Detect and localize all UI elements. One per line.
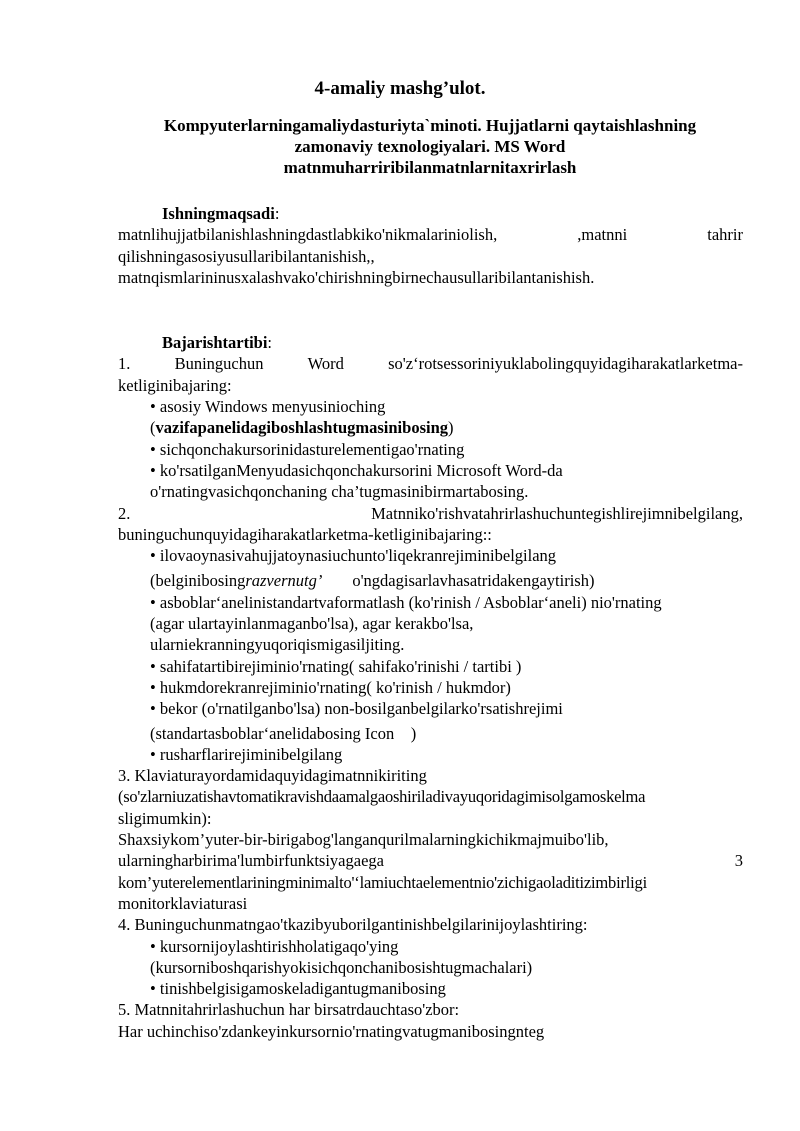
step-3-line: (so'zlarniuzatishavtomatikravishdaamalgaoshiriladivayuqoridagimisolgamoskelma: [118, 787, 646, 807]
bullet-item: • sichqonchakursorinidasturelementigao'rnating: [150, 439, 465, 459]
bullet-item-continuation: [118, 417, 743, 438]
purpose-line: matnqismlarininusxalashvako'chirishningbirnechausullaribilantanishish.: [118, 267, 595, 287]
step-3-line: monitorklaviaturasi: [118, 893, 248, 913]
step-text: so'z‘rotsessoriniyuklabolingquyidagiharakatlarketma-: [388, 354, 743, 374]
step-5-line: 5. Matnnitahrirlashuchun har birsatrdauchtaso'zbor:: [118, 1000, 460, 1020]
bullet-bold-text: vazifapanelidagiboshlashtugmasinibosing: [155, 418, 449, 438]
step-3-line: [118, 850, 743, 871]
bullet-text: o'ngdagisarlavhasatridakengaytirish): [352, 571, 595, 591]
bullet-item-continuation: [118, 570, 743, 591]
procedure-heading-label: Bajarishtartibi: [162, 333, 268, 353]
step-4-line: 4. Buninguchunmatngao'tkazibyuborilgantinishbelgilarinijoylashtiring:: [118, 915, 588, 935]
step-text: 2.: [118, 503, 131, 523]
step-5-line: Har uchinchiso'zdankeyinkursornio'rnatingvatugmanibosingnteg: [118, 1021, 545, 1041]
bullet-item: • hukmdorekranrejiminio'rnating( ko'rinish / hukmdor): [150, 677, 511, 697]
purpose-line: [118, 224, 743, 245]
procedure-heading-colon: :: [267, 333, 273, 353]
step-text: Buninguchun: [174, 354, 264, 374]
purpose-text: tahrir: [707, 225, 743, 245]
step-text: Word: [307, 354, 344, 374]
step-3-line: Shaxsiykom’yuter-bir-birigabog'langanqurilmalarningkichikmajmuibo'lib,: [118, 830, 609, 850]
step-text: 3: [734, 851, 743, 871]
bullet-item: • sahifatartibirejiminio'rnating( sahifako'rinishi / tartibi ): [150, 656, 522, 676]
bullet-item: • bekor (o'rnatilganbo'lsa) non-bosilganbelgilarko'rsatishrejimi: [150, 699, 563, 719]
purpose-heading-label: Ishningmaqsadi: [162, 204, 275, 223]
step-2-line: buninguchunquyidagiharakatlarketma-ketliginibajaring::: [118, 524, 492, 544]
bullet-text: ): [448, 418, 454, 438]
page-subtitle: [110, 115, 750, 178]
subtitle-line: Kompyuterlarningamaliydasturiyta`minoti. Hujjatlarni qaytaishlashning: [163, 116, 697, 135]
step-2-line: [118, 503, 743, 524]
purpose-line: qilishningasosiyusullaribilantanishish,,: [118, 246, 375, 266]
procedure-heading: [118, 332, 743, 353]
subtitle-line: zamonaviy texnologiyalari. MS Word: [294, 137, 566, 156]
document-body: [118, 203, 743, 1042]
step-text: 1.: [118, 354, 131, 374]
purpose-heading-colon: :: [274, 204, 280, 223]
bullet-text: (: [150, 418, 156, 438]
step-1-line: [118, 353, 743, 374]
bullet-item: • kursornijoylashtirishholatigaqo'ying: [150, 936, 399, 956]
purpose-text: matnlihujjatbilanishlashningdastlabkiko'nikmalariniolish,: [118, 225, 498, 245]
bullet-item: • asboblar‘anelinistandartvaformatlash (ko'rinish / Asboblar‘aneli) nio'rnating: [150, 592, 662, 612]
step-3-line: 3. Klaviaturayordamidaquyidagimatnnikiriting: [118, 766, 427, 786]
bullet-item-continuation: (standartasboblar‘anelidabosing Icon ): [150, 723, 417, 743]
step-3-line: kom’yuterelementlariningminimalto'‘lamiuchtaelementnio'zichigaoladitizimbirligi: [118, 872, 647, 892]
bullet-item: • tinishbelgisigamoskeladigantugmanibosing: [150, 979, 446, 999]
bullet-text: (belginibosing: [150, 571, 246, 591]
step-1-line: ketliginibajaring:: [118, 375, 232, 395]
bullet-item-continuation: (agar ulartayinlanmaganbo'lsa), agar kerakbo'lsa,: [150, 614, 474, 634]
bullet-item-continuation: o'rnatingvasichqonchaning cha’tugmasinibirmartabosing.: [150, 482, 529, 502]
page-title: 4-amaliy mashg’ulot.: [314, 78, 486, 99]
step-text: Matnniko'rishvatahrirlashuchuntegishlirejimnibelgilang,: [371, 503, 743, 523]
bullet-item: • ko'rsatilganMenyudasichqonchakursorini Microsoft Word-da: [150, 460, 563, 480]
purpose-text: ,matnni: [577, 225, 628, 245]
step-text: ularningharbirima'lumbirfunktsiyagaega: [118, 851, 384, 871]
bullet-item: • rusharflarirejiminibelgilang: [150, 744, 343, 764]
step-3-line: sligimumkin):: [118, 808, 212, 828]
bullet-item-continuation: ularniekranningyuqoriqismigasiljiting.: [150, 635, 405, 655]
bullet-italic-text: razvernutg’: [245, 571, 323, 591]
bullet-item: • asosiy Windows menyusinioching: [150, 397, 386, 417]
bullet-item-continuation: (kursorniboshqarishyokisichqonchanibosishtugmachalari): [150, 957, 533, 977]
bullet-item: • ilovaoynasivahujjatoynasiuchunto'liqekranrejiminibelgilang: [150, 546, 557, 566]
purpose-heading: [118, 203, 743, 224]
subtitle-line: matnmuharriribilanmatnlarnitaxrirlash: [283, 158, 577, 177]
